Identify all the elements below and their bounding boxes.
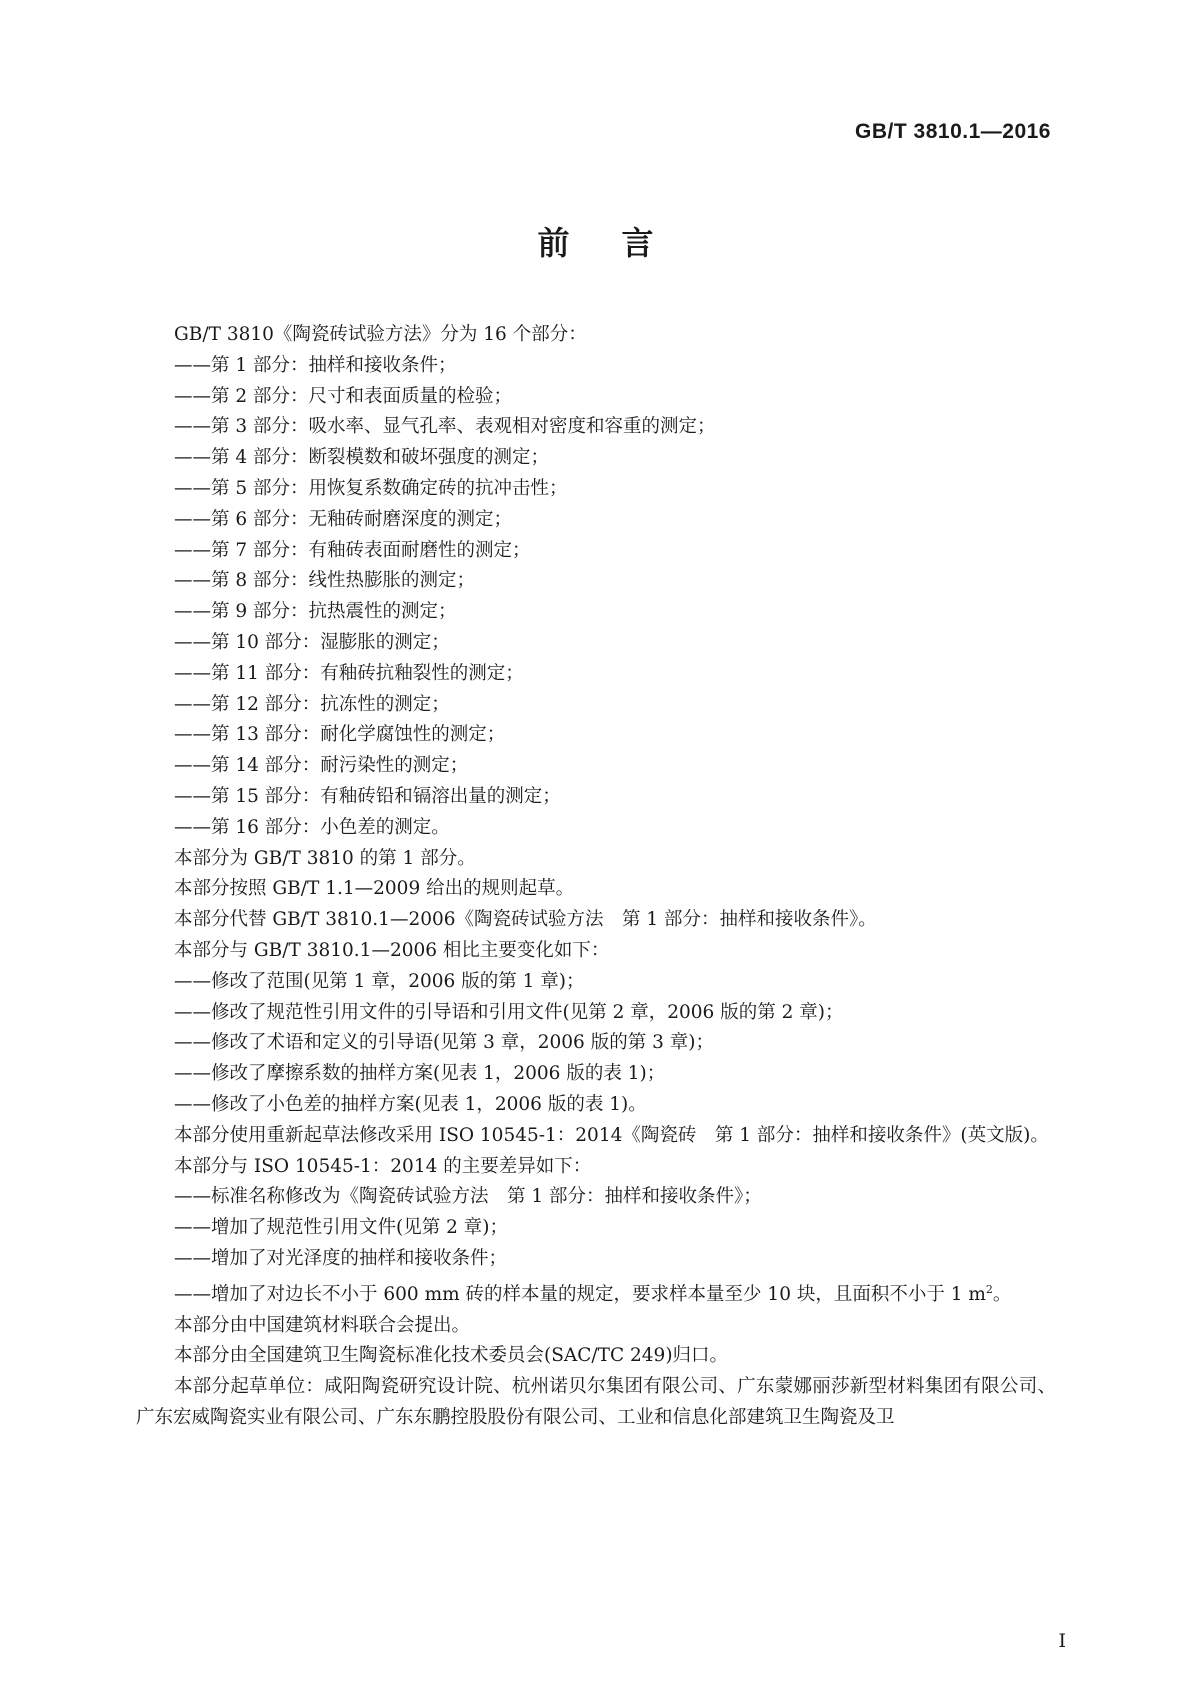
list-item: ——修改了小色差的抽样方案(见表 1，2006 版的表 1)。 xyxy=(174,1093,647,1115)
list-item: ——第 14 部分：耐污染性的测定； xyxy=(174,755,469,777)
list-item: ——第 10 部分：湿膨胀的测定； xyxy=(174,631,450,653)
list-item: ——第 13 部分：耐化学腐蚀性的测定； xyxy=(174,724,506,746)
list-item: ——第 12 部分：抗冻性的测定； xyxy=(174,693,450,715)
changes-intro: 本部分与 GB/T 3810.1—2006 相比主要变化如下： xyxy=(174,939,610,961)
list-item: ——第 8 部分：线性热膨胀的测定； xyxy=(174,570,476,592)
list-item: ——第 16 部分：小色差的测定。 xyxy=(174,816,450,838)
list-item: ——第 15 部分：有釉砖铅和镉溶出量的测定； xyxy=(174,785,561,807)
list-item: ——第 1 部分：抽样和接收条件； xyxy=(174,354,457,376)
list-item: ——修改了范围(见第 1 章，2006 版的第 1 章)； xyxy=(174,970,585,992)
list-item: ——增加了对光泽度的抽样和接收条件； xyxy=(174,1247,508,1269)
statement-replaces: 本部分代替 GB/T 3810.1—2006《陶瓷砖试验方法 第 1 部分：抽样和接收条件》。 xyxy=(174,909,877,931)
list-item: ——第 11 部分：有釉砖抗釉裂性的测定； xyxy=(174,662,524,684)
proposed-by: 本部分由中国建筑材料联合会提出。 xyxy=(174,1314,471,1336)
statement-rules: 本部分按照 GB/T 1.1—2009 给出的规则起草。 xyxy=(174,878,575,900)
list-item: ——第 5 部分：用恢复系数确定砖的抗冲击性； xyxy=(174,477,568,499)
list-item: ——修改了摩擦系数的抽样方案(见表 1，2006 版的表 1)； xyxy=(174,1063,666,1085)
managed-by: 本部分由全国建筑卫生陶瓷标准化技术委员会(SAC/TC 249)归口。 xyxy=(174,1345,729,1367)
list-item: ——第 6 部分：无釉砖耐磨深度的测定； xyxy=(174,508,513,530)
standard-code: GB/T 3810.1—2016 xyxy=(855,120,1051,143)
statement-part: 本部分为 GB/T 3810 的第 1 部分。 xyxy=(174,847,476,869)
list-item: ——标准名称修改为《陶瓷砖试验方法 第 1 部分：抽样和接收条件》； xyxy=(174,1186,762,1208)
iso-adoption: 本部分使用重新起草法修改采用 ISO 10545-1：2014《陶瓷砖 第 1 部分：抽样和接收条件》(英文版)。 xyxy=(174,1124,1049,1146)
list-item: ——第 2 部分：尺寸和表面质量的检验； xyxy=(174,385,513,407)
list-item-text: ——增加了对边长不小于 600 mm 砖的样本量的规定，要求样本量至少 10 块，且面积不小于 1 m xyxy=(174,1283,986,1305)
list-item: ——第 9 部分：抗热震性的测定； xyxy=(174,601,457,623)
list-item xyxy=(136,1275,1056,1311)
list-item: ——增加了规范性引用文件(见第 2 章)； xyxy=(174,1217,508,1239)
page-number: I xyxy=(1058,1630,1066,1652)
list-item: ——第 4 部分：断裂模数和破坏强度的测定； xyxy=(174,447,550,469)
list-item-end: 。 xyxy=(992,1283,1012,1305)
list-item: ——修改了规范性引用文件的引导语和引用文件(见第 2 章，2006 版的第 2 章)； xyxy=(174,1001,844,1023)
document-body xyxy=(136,320,1056,1434)
list-item: ——修改了术语和定义的引导语(见第 3 章，2006 版的第 3 章)； xyxy=(174,1032,714,1054)
list-item: ——第 3 部分：吸水率、显气孔率、表观相对密度和容重的测定； xyxy=(174,416,716,438)
list-item: ——第 7 部分：有釉砖表面耐磨性的测定； xyxy=(174,539,531,561)
page-title: 前言 xyxy=(537,224,706,262)
superscript: 2 xyxy=(985,1282,993,1296)
drafters: 本部分起草单位：咸阳陶瓷研究设计院、杭州诺贝尔集团有限公司、广东蒙娜丽莎新型材料集团有限公司、广东宏威陶瓷实业有限公司、广东东鹏控股股份有限公司、工业和信息化部建筑卫生陶瓷及卫 xyxy=(136,1376,1056,1429)
intro-paragraph: GB/T 3810《陶瓷砖试验方法》分为 16 个部分： xyxy=(174,324,587,345)
iso-diff-intro: 本部分与 ISO 10545-1：2014 的主要差异如下： xyxy=(174,1155,592,1177)
